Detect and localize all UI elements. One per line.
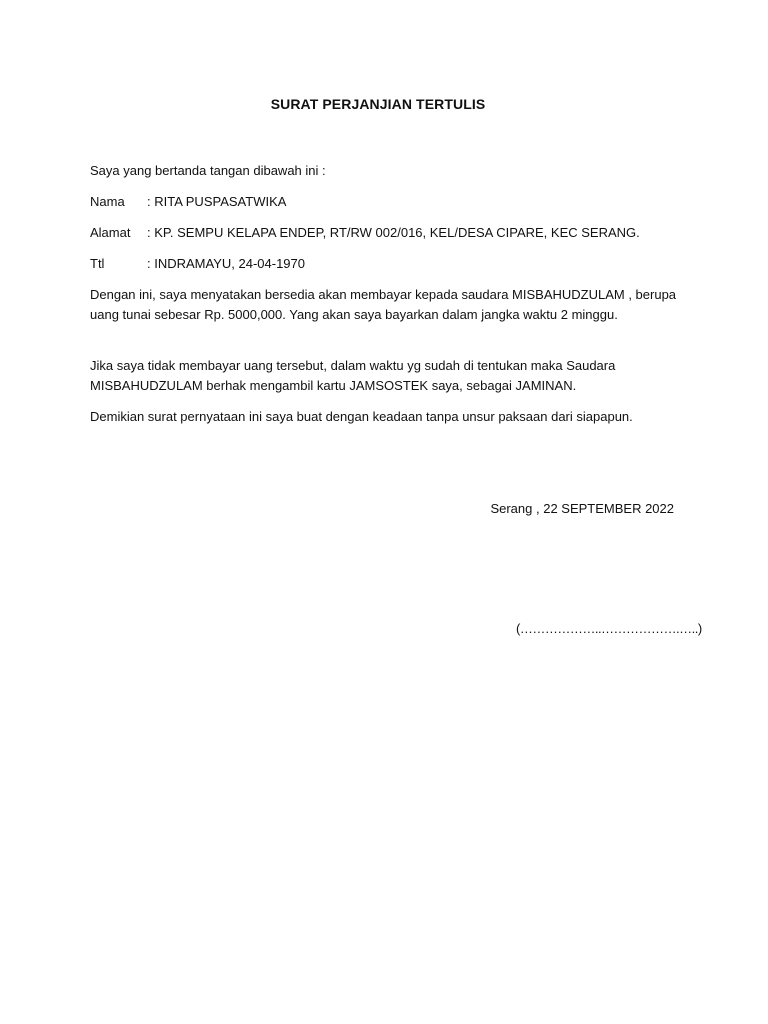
paragraph-payment: Dengan ini, saya menyatakan bersedia akan membayar kepada saudara MISBAHUDZULAM , berupa uang tunai sebesar Rp. 5000,000. Yang akan saya bayarkan dalam jangka waktu 2 minggu. <box>90 287 677 322</box>
field-row-nama <box>90 194 286 209</box>
field-value-ttl: : INDRAMAYU, 24-04-1970 <box>147 256 305 271</box>
paragraph-guarantee: Jika saya tidak membayar uang tersebut, dalam waktu yg sudah di tentukan maka Saudara MISBAHUDZULAM berhak mengambil kartu JAMSOSTEK saya, sebagai JAMINAN. <box>90 358 616 393</box>
intro-text: Saya yang bertanda tangan dibawah ini : <box>90 163 326 178</box>
field-label-ttl: Ttl <box>90 256 105 271</box>
field-label-alamat: Alamat <box>90 225 131 240</box>
place-date: Serang , 22 SEPTEMBER 2022 <box>490 501 674 516</box>
signature-placeholder: (………………..……………….…..) <box>516 621 702 636</box>
document-title: SURAT PERJANJIAN TERTULIS <box>270 96 486 112</box>
field-row-alamat <box>90 225 640 240</box>
field-value-alamat: : KP. SEMPU KELAPA ENDEP, RT/RW 002/016, KEL/DESA CIPARE, KEC SERANG. <box>147 225 640 240</box>
field-row-ttl <box>90 256 305 271</box>
paragraph-closing: Demikian surat pernyataan ini saya buat dengan keadaan tanpa unsur paksaan dari siapapun. <box>90 409 633 424</box>
field-label-nama: Nama <box>90 194 125 209</box>
field-value-nama: : RITA PUSPASATWIKA <box>147 194 287 209</box>
